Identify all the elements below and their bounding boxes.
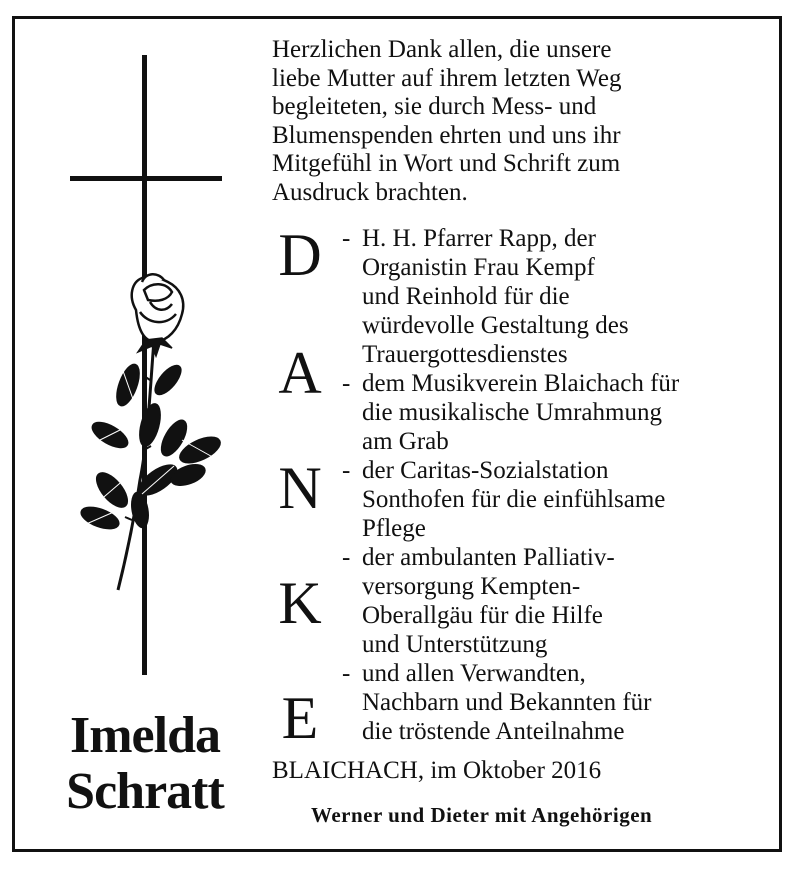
entry-line: und Reinhold für die xyxy=(362,283,570,310)
entry-line: die musikalische Umrahmung xyxy=(362,399,662,426)
cross-with-rose-illustration xyxy=(70,50,240,680)
danke-letter-k: K xyxy=(278,570,322,636)
deceased-first-name: Imelda xyxy=(70,707,220,764)
intro-line: Blumenspenden ehrten und uns ihr xyxy=(272,121,621,149)
place-and-date: BLAICHACH, im Oktober 2016 xyxy=(272,757,602,784)
entry-line: würdevolle Gestaltung des xyxy=(362,312,629,339)
entry-dash: - xyxy=(342,544,351,571)
entry-line: dem Musikverein Blaichach für xyxy=(362,370,680,397)
entry-line: Organistin Frau Kempf xyxy=(362,254,595,281)
entry-line: der Caritas-Sozialstation xyxy=(362,457,609,484)
intro-line: begleiteten, sie durch Mess- und xyxy=(272,93,597,120)
entry-dash: - xyxy=(342,370,351,397)
danke-letter-n: N xyxy=(278,455,322,521)
entry-line: Trauergottesdienstes xyxy=(362,341,568,368)
entry-line: versorgung Kempten- xyxy=(362,573,581,600)
thanks-entry xyxy=(342,456,679,543)
intro-line: Herzlichen Dank allen, die unsere xyxy=(272,36,612,63)
thanks-list xyxy=(342,224,679,746)
entry-line: Pflege xyxy=(362,515,426,542)
entry-line: und Unterstützung xyxy=(362,631,548,658)
thanks-entry xyxy=(342,369,679,456)
thanks-entry xyxy=(342,659,679,746)
entry-line: Oberallgäu für die Hilfe xyxy=(362,602,603,629)
entry-line: der ambulanten Palliativ- xyxy=(362,544,615,571)
cross-icon xyxy=(70,55,222,675)
signature: Werner und Dieter mit Angehörigen xyxy=(311,803,653,827)
entry-line: die tröstende Anteilnahme xyxy=(362,718,625,745)
intro-line: Mitgefühl in Wort und Schrift zum xyxy=(272,150,621,177)
entry-line: und allen Verwandten, xyxy=(362,660,586,687)
deceased-last-name: Schratt xyxy=(66,763,224,820)
entry-dash: - xyxy=(342,660,351,687)
entry-line: Nachbarn und Bekannten für xyxy=(362,689,652,716)
danke-letter-d: D xyxy=(278,222,322,288)
entry-line: H. H. Pfarrer Rapp, der xyxy=(362,225,596,252)
thanks-entry xyxy=(342,224,679,369)
entry-line: Sonthofen für die einfühlsame xyxy=(362,486,666,513)
danke-letter-e: E xyxy=(281,685,319,751)
thanks-entry xyxy=(342,543,679,659)
entry-line: am Grab xyxy=(362,428,449,455)
entry-dash: - xyxy=(342,225,351,252)
intro-line: liebe Mutter auf ihrem letzten Weg xyxy=(272,64,622,92)
intro-line: Ausdruck brachten. xyxy=(272,178,468,206)
intro-paragraph xyxy=(272,36,621,207)
rose-icon xyxy=(78,274,224,590)
entry-dash: - xyxy=(342,457,351,484)
danke-letter-a: A xyxy=(278,340,322,406)
